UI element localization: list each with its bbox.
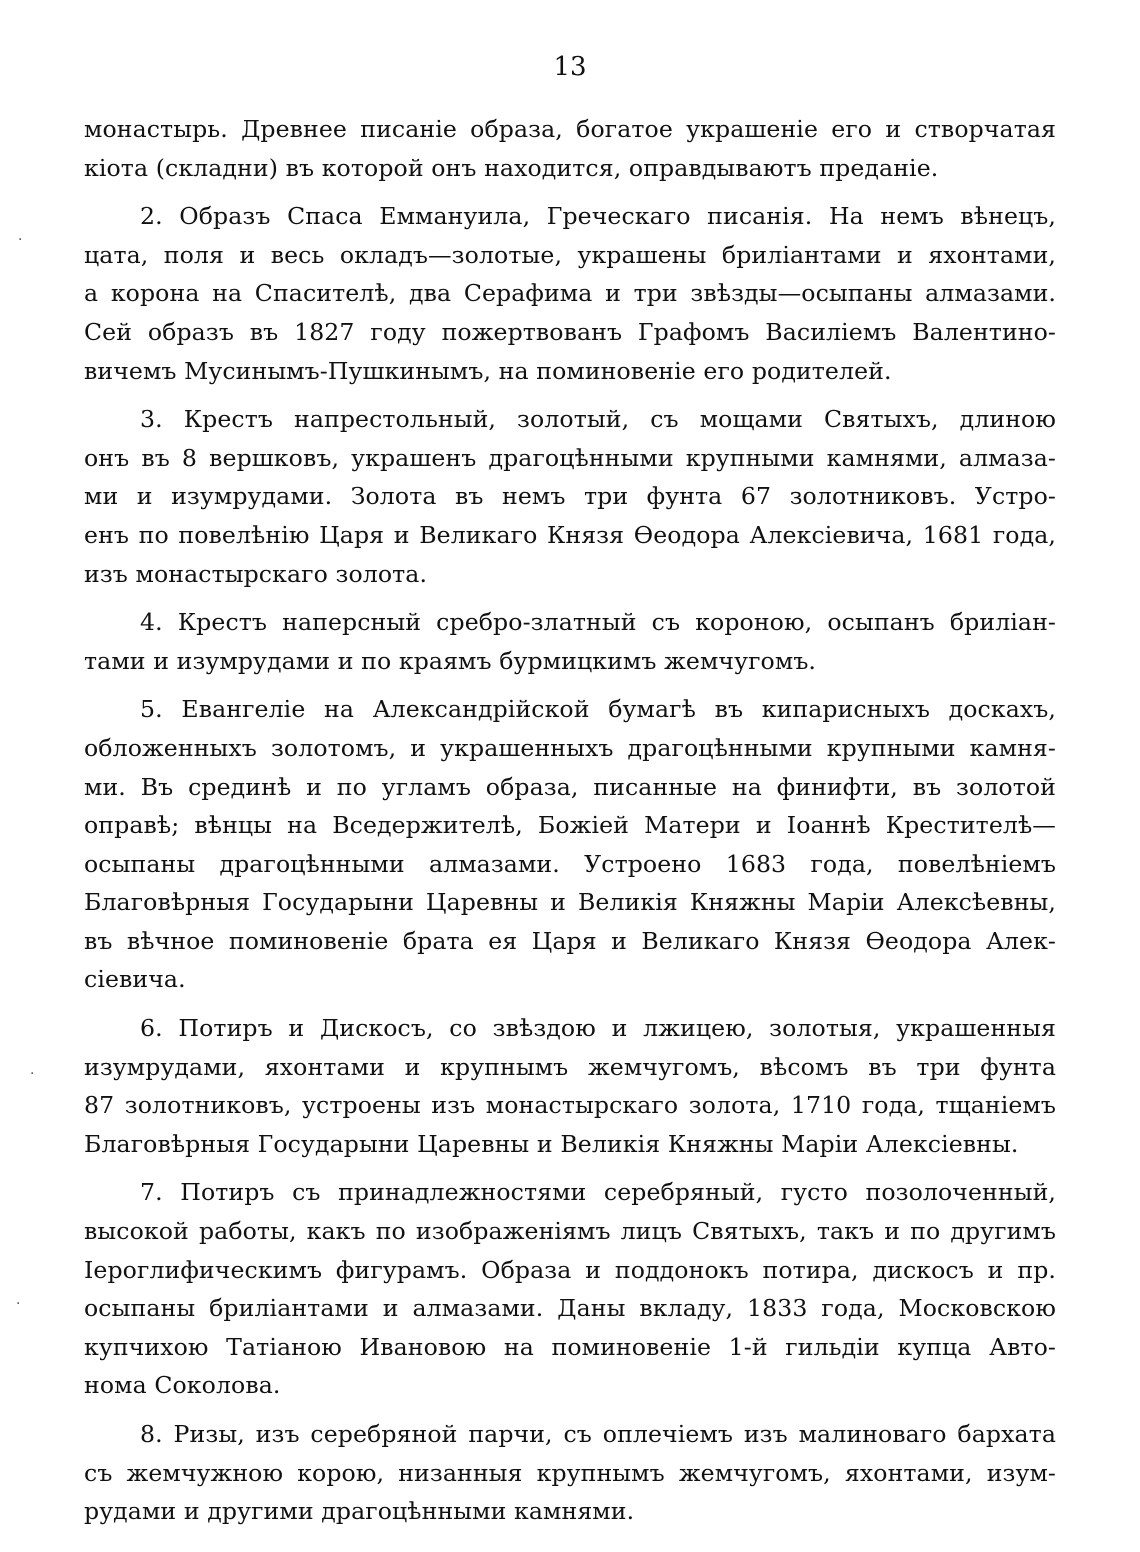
text-line: вичемъ Мусинымъ-Пушкинымъ, на поминовеніе его родителей. [84,356,892,385]
text-line: 4. Крестъ наперсный сребро-златный съ короною, осыпанъ бриліан- [140,608,1056,637]
text-line: а корона на Спасителѣ, два Серафима и три звѣзды—осыпаны алмазами. [84,279,1056,308]
text-line: ми. Въ срединѣ и по угламъ образа, писанные на финифти, въ золотой [84,772,1056,801]
text-line: енъ по повелѣнію Царя и Великаго Князя Өеодора Алексіевича, 1681 года, [84,520,1056,549]
paragraph [84,400,1056,593]
text-line: онъ въ 8 вершковъ, украшенъ драгоцѣнными крупными камнями, алмаза- [84,443,1056,472]
text-line: Сей образъ въ 1827 году пожертвованъ Графомъ Василіемъ Валентино- [84,317,1056,346]
text-line: 2. Образъ Спаса Еммануила, Греческаго писанія. На немъ вѣнецъ, [140,202,1056,231]
text-line: изумрудами, яхонтами и крупнымъ жемчугомъ, вѣсомъ въ три фунта [84,1052,1056,1081]
text-line: нома Соколова. [84,1371,281,1400]
text-line: въ вѣчное поминовеніе брата ея Царя и Великаго Князя Өеодора Алек- [84,926,1056,955]
text-line: тами и изумрудами и по краямъ бурмицкимъ жемчугомъ. [84,646,817,675]
margin-speck: · [18,232,23,248]
text-line: изъ монастырскаго золота. [84,559,428,588]
margin-speck: · [30,1066,35,1082]
text-line: 7. Потиръ съ принадлежностями серебряный, густо позолоченный, [140,1178,1056,1207]
margin-speck: · [16,1296,21,1312]
text-line: сіевича. [84,965,186,994]
text-line: рудами и другими драгоцѣнными камнями. [84,1497,635,1526]
text-line: 3. Крестъ напрестольный, золотый, съ мощами Святыхъ, длиною [140,405,1056,434]
text-line: высокой работы, какъ по изображеніямъ лицъ Святыхъ, такъ и по другимъ [84,1217,1056,1246]
text-line: 6. Потиръ и Дискосъ, со звѣздою и лжицею, золотыя, украшенныя [140,1014,1056,1043]
text-line: осыпаны бриліантами и алмазами. Даны вкладу, 1833 года, Московскою [84,1294,1056,1323]
text-line: цата, поля и весь окладъ—золотые, украшены бриліантами и яхонтами, [84,240,1056,269]
text-line: Іероглифическимъ фигурамъ. Образа и поддонокъ потира, дискосъ и пр. [84,1255,1056,1284]
text-line: 8. Ризы, изъ серебряной парчи, съ оплечіемъ изъ малиноваго бархата [140,1420,1056,1448]
paragraph [84,197,1056,390]
text-line: оправѣ; вѣнцы на Вседержителѣ, Божіей Матери и Іоаннѣ Крестителѣ— [84,811,1056,840]
text-line: ми и изумрудами. Золота въ немъ три фунта 67 золотниковъ. Устро- [84,482,1056,511]
text-line: Благовѣрныя Государыни Царевны и Великія Княжны Маріи Алексѣевны, [84,888,1056,917]
paragraph [84,690,1056,999]
text-line: кіота (складни) въ которой онъ находится, оправдываютъ преданіе. [84,153,939,182]
text-line: осыпаны драгоцѣнными алмазами. Устроено 1683 года, повелѣніемъ [84,849,1056,878]
page-number: 13 [553,52,587,82]
text-line: 5. Евангеліе на Александрійской бумагѣ въ кипарисныхъ доскахъ, [140,695,1056,724]
text-line: обложенныхъ золотомъ, и украшенныхъ драгоцѣнными крупными камня- [84,733,1056,762]
paragraph [84,603,1056,680]
text-line: съ жемчужною корою, низанныя крупнымъ жемчугомъ, яхонтами, изум- [84,1458,1056,1487]
paragraph [84,1173,1056,1405]
body-text [84,110,1056,1541]
text-line: монастырь. Древнее писаніе образа, богатое украшеніе его и створчатая [84,115,1056,143]
paragraph [84,1009,1056,1163]
text-line: Благовѣрныя Государыни Царевны и Великія Княжны Маріи Алексіевны. [84,1129,1019,1158]
text-line: 87 золотниковъ, устроены изъ монастырскаго золота, 1710 года, тщаніемъ [84,1091,1056,1120]
text-line: купчихою Татіаною Ивановою на поминовеніе 1-й гильдіи купца Авто- [84,1332,1056,1361]
paragraph [84,110,1056,187]
paragraph [84,1415,1056,1531]
